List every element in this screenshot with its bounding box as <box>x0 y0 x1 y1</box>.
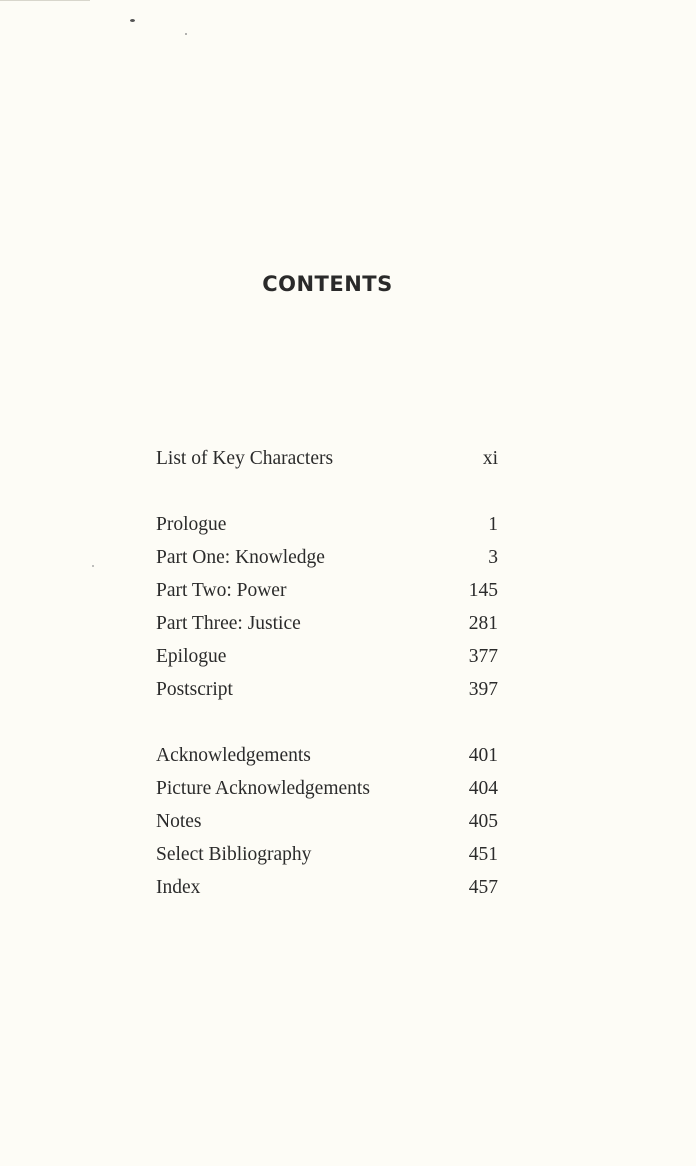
toc-entry-page: 457 <box>468 877 498 898</box>
toc-entry[interactable] <box>156 676 498 709</box>
toc-entry[interactable] <box>156 577 498 610</box>
toc-entry-title: List of Key Characters <box>156 448 334 469</box>
paper-speck <box>185 33 187 35</box>
toc-group-main <box>156 511 498 709</box>
toc-entry-title: Index <box>156 877 201 898</box>
toc-entry[interactable] <box>156 742 498 775</box>
toc-entry-title: Epilogue <box>156 646 227 667</box>
toc-entry[interactable] <box>156 610 498 643</box>
table-of-contents <box>156 445 498 940</box>
toc-entry-page: 145 <box>468 580 498 601</box>
paper-speck <box>130 19 135 22</box>
toc-entry-title: Part One: Knowledge <box>156 547 325 568</box>
toc-entry-title: Part Three: Justice <box>156 613 301 634</box>
toc-entry-page: 397 <box>468 679 498 700</box>
toc-entry[interactable] <box>156 445 498 478</box>
toc-group-back-matter <box>156 742 498 907</box>
toc-entry-page: 405 <box>468 811 498 832</box>
toc-entry-page: xi <box>482 448 498 469</box>
toc-entry-page: 1 <box>488 514 498 535</box>
toc-entry-title: Select Bibliography <box>156 844 312 865</box>
page-title: CONTENTS <box>262 272 393 296</box>
toc-entry[interactable] <box>156 775 498 808</box>
page-edge-line <box>0 0 90 1</box>
toc-entry[interactable] <box>156 544 498 577</box>
paper-speck <box>92 565 94 567</box>
toc-entry-title: Prologue <box>156 514 227 535</box>
toc-entry-title: Notes <box>156 811 202 832</box>
toc-entry-page: 3 <box>488 547 498 568</box>
toc-entry-page: 401 <box>468 745 498 766</box>
toc-entry-page: 451 <box>468 844 498 865</box>
toc-entry[interactable] <box>156 841 498 874</box>
toc-entry-title: Acknowledgements <box>156 745 311 766</box>
toc-entry-title: Part Two: Power <box>156 580 287 601</box>
toc-group-front-matter <box>156 445 498 478</box>
toc-entry-page: 281 <box>468 613 498 634</box>
toc-entry[interactable] <box>156 808 498 841</box>
toc-entry-title: Picture Acknowledgements <box>156 778 370 799</box>
toc-entry[interactable] <box>156 511 498 544</box>
toc-entry-page: 377 <box>468 646 498 667</box>
toc-entry-page: 404 <box>468 778 498 799</box>
toc-entry[interactable] <box>156 643 498 676</box>
toc-entry[interactable] <box>156 874 498 907</box>
toc-entry-title: Postscript <box>156 679 233 700</box>
